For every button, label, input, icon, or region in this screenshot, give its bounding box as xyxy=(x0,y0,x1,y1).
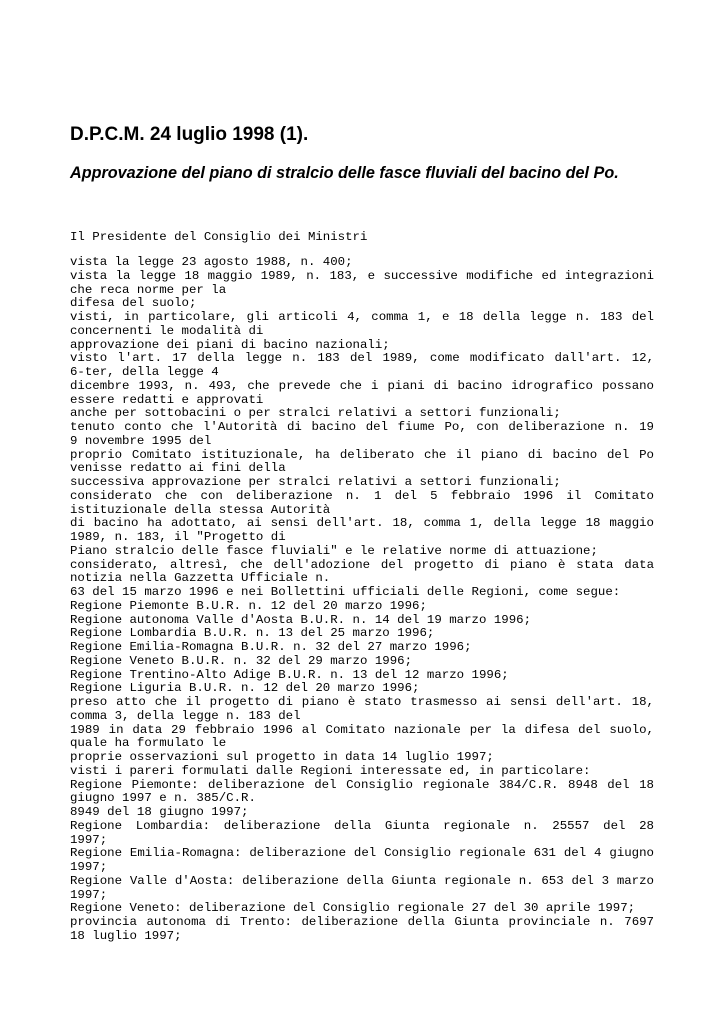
body-line: venisse redatto ai fini della xyxy=(70,461,286,476)
body-line: visti i pareri formulati dalle Regioni interessate ed, in particolare: xyxy=(70,763,591,778)
body-line: giugno 1997 e n. 385/C.R. xyxy=(70,791,256,806)
body-line: Regione Lombardia B.U.R. n. 13 del 25 marzo 1996; xyxy=(70,626,435,641)
preamble: Il Presidente del Consiglio dei Ministri xyxy=(70,230,368,244)
body-line: notizia nella Gazzetta Ufficiale n. xyxy=(70,571,331,586)
body-line: tenuto conto che l'Autorità di bacino del fiume Po, con deliberazione n. 19 xyxy=(70,421,654,434)
body-line: 1989 in data 29 febbraio 1996 al Comitato nazionale per la difesa del suolo, xyxy=(70,723,654,737)
body-line: provincia autonoma di Trento: deliberazione della Giunta provinciale n. 7697 xyxy=(70,916,654,929)
body-line: vista la legge 23 agosto 1988, n. 400; xyxy=(70,255,353,269)
body-line: 9 novembre 1995 del xyxy=(70,433,212,448)
body-line: Regione Valle d'Aosta: deliberazione della Giunta regionale n. 653 del 3 marzo xyxy=(70,874,654,888)
body-line: 1989, n. 183, il "Progetto di xyxy=(70,530,286,544)
document-subtitle: Approvazione del piano di stralcio delle fasce fluviali del bacino del Po. xyxy=(70,164,619,182)
body-line: Regione Liguria B.U.R. n. 12 del 20 marzo 1996; xyxy=(70,681,420,696)
body-line: visti, in particolare, gli articoli 4, comma 1, e 18 della legge n. 183 del xyxy=(70,311,654,324)
body-line: quale ha formulato le xyxy=(70,736,227,751)
body-line: essere redatti e approvati xyxy=(70,392,264,407)
body-line: vista la legge 18 maggio 1989, n. 183, e successive modifiche ed integrazioni xyxy=(70,269,654,283)
body-line: proprie osservazioni sul progetto in data 14 luglio 1997; xyxy=(70,750,494,764)
body-line: visto l'art. 17 della legge n. 183 del 1989, come modificato dall'art. 12, xyxy=(70,352,654,366)
body-line: Piano stralcio delle fasce fluviali" e le relative norme di attuazione; xyxy=(70,543,598,558)
body-line: comma 3, della legge n. 183 del xyxy=(70,708,301,723)
body-line: 8949 del 18 giugno 1997; xyxy=(70,805,249,819)
body-line: Regione Trentino-Alto Adige B.U.R. n. 13 del 12 marzo 1996; xyxy=(70,667,509,682)
body-line: Regione Emilia-Romagna B.U.R. n. 32 del 27 marzo 1996; xyxy=(70,640,472,654)
body-line: Regione Veneto: deliberazione del Consiglio regionale 27 del 30 aprile 1997; xyxy=(70,901,636,916)
body-line: dicembre 1993, n. 493, che prevede che i piani di bacino idrografico possano xyxy=(70,379,654,393)
body-line: Regione autonoma Valle d'Aosta B.U.R. n. 14 del 19 marzo 1996; xyxy=(70,612,532,627)
body-line: Regione Emilia-Romagna: deliberazione del Consiglio regionale 631 del 4 giugno xyxy=(70,847,654,861)
body-line: considerato, altresì, che dell'adozione del progetto di piano è stata data xyxy=(70,558,654,572)
body-line: approvazione dei piani di bacino nazionali; xyxy=(70,337,390,352)
body-line: successiva approvazione per stralci relativi a settori funzionali; xyxy=(70,475,561,489)
body-line: Regione Piemonte B.U.R. n. 12 del 20 marzo 1996; xyxy=(70,598,427,613)
body-line: Regione Piemonte: deliberazione del Consiglio regionale 384/C.R. 8948 del 18 xyxy=(70,778,654,792)
body-line: 63 del 15 marzo 1996 e nei Bollettini ufficiali delle Regioni, come segue: xyxy=(70,585,621,599)
document-title: D.P.C.M. 24 luglio 1998 (1). xyxy=(70,124,309,145)
body-line: proprio Comitato istituzionale, ha deliberato che il piano di bacino del Po xyxy=(70,448,654,462)
body-line: istituzionale della stessa Autorità xyxy=(70,502,331,517)
body-line: considerato che con deliberazione n. 1 del 5 febbraio 1996 il Comitato xyxy=(70,489,654,503)
body-line: di bacino ha adottato, ai sensi dell'art. 18, comma 1, della legge 18 maggio xyxy=(70,517,654,531)
body-line: 1997; xyxy=(70,860,108,874)
body-line: 1997; xyxy=(70,887,108,902)
body-line: 18 luglio 1997; xyxy=(70,928,182,943)
body-line: 6-ter, della legge 4 xyxy=(70,365,219,379)
body-line: Regione Veneto B.U.R. n. 32 del 29 marzo 1996; xyxy=(70,653,413,668)
body-line: 1997; xyxy=(70,832,108,847)
body-line: anche per sottobacini o per stralci relativi a settori funzionali; xyxy=(70,406,561,421)
body-line: che reca norme per la xyxy=(70,282,227,297)
body-line: Regione Lombardia: deliberazione della Giunta regionale n. 25557 del 28 xyxy=(70,819,654,833)
document-body xyxy=(70,256,654,944)
body-line: concernenti le modalità di xyxy=(70,323,264,338)
body-line: difesa del suolo; xyxy=(70,296,197,311)
body-line: preso atto che il progetto di piano è stato trasmesso ai sensi dell'art. 18, xyxy=(70,696,654,709)
